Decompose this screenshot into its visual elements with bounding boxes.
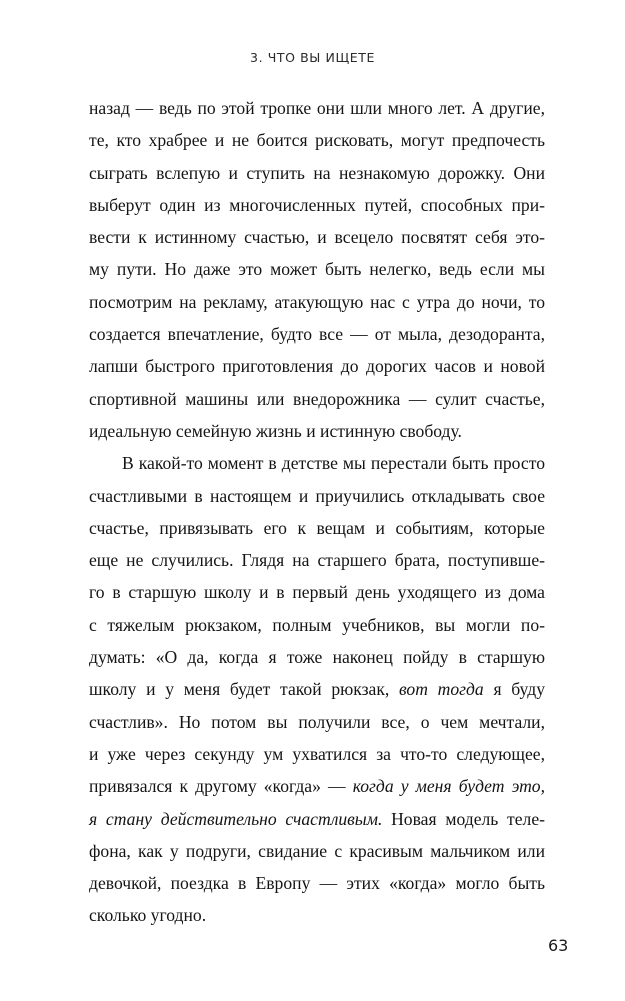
text-segment: я буду xyxy=(483,679,545,700)
text-line: посмотрим на рекламу, атакующую нас с утра до ночи, то xyxy=(89,291,545,312)
text-line: сколько угодно. xyxy=(89,905,207,926)
text-line: думать: «О да, когда я тоже наконец пойду в старшую xyxy=(89,647,545,668)
text-line: счастлив». Но потом вы получили все, о чем мечтали, xyxy=(89,711,545,732)
text-line: выберут один из многочисленных путей, способных при- xyxy=(89,194,545,215)
paragraph-1 xyxy=(89,92,545,447)
text-segment: привязался к другому «когда» — xyxy=(89,776,353,797)
text-line: лапши быстрого приготовления до дорогих часов и новой xyxy=(89,356,545,377)
text-line: счастливыми в настоящем и приучились откладывать свое xyxy=(89,485,545,506)
text-line: вести к истинному счастью, и всецело посвятят себя это- xyxy=(89,227,545,248)
text-segment: Новая модель теле- xyxy=(382,808,545,829)
text-line: счастье, привязывать его к вещам и событиям, которые xyxy=(89,517,545,538)
text-line xyxy=(89,673,545,705)
text-line: фона, как у подруги, свидание с красивым мальчиком или xyxy=(89,840,545,861)
text-line xyxy=(89,803,545,835)
text-line: создается впечатление, будто все — от мыла, дезодоранта, xyxy=(89,324,545,345)
text-line: идеальную семейную жизнь и истинную свободу. xyxy=(89,420,462,441)
text-line: назад — ведь по этой тропке они шли много лет. А другие, xyxy=(89,98,545,118)
text-line: спортивной машины или внедорожника — сулит счастье, xyxy=(89,388,545,409)
text-line: сыграть вслепую и ступить на незнакомую дорожку. Они xyxy=(89,162,545,183)
body-text xyxy=(89,92,545,932)
text-line: и уже через секунду ум ухватился за что-то следующее, xyxy=(89,743,545,764)
italic-text: я стану действительно счастливым. xyxy=(89,808,383,829)
text-segment: школу и у меня будет такой рюкзак, xyxy=(89,679,400,700)
text-line: те, кто храбрее и не боится рисковать, могут предпочесть xyxy=(89,130,545,151)
paragraph-2 xyxy=(89,447,545,931)
text-line: еще не случились. Глядя на старшего брата, поступивше- xyxy=(89,550,545,571)
text-line: му пути. Но даже это может быть нелегко, ведь если мы xyxy=(89,259,545,280)
italic-text: когда у меня будет это, xyxy=(352,776,545,797)
text-line: с тяжелым рюкзаком, полным учебников, вы могли по- xyxy=(89,614,545,635)
text-line xyxy=(89,770,545,802)
page-number: 63 xyxy=(548,936,569,955)
running-head: 3. ЧТО ВЫ ИЩЕТЕ xyxy=(250,50,375,65)
text-line: девочкой, поездка в Европу — этих «когда» могло быть xyxy=(89,873,545,894)
text-line: го в старшую школу и в первый день уходящего из дома xyxy=(89,582,545,603)
text-line: В какой-то момент в детстве мы перестали быть просто xyxy=(122,453,545,474)
italic-text: вот тогда xyxy=(399,679,484,700)
